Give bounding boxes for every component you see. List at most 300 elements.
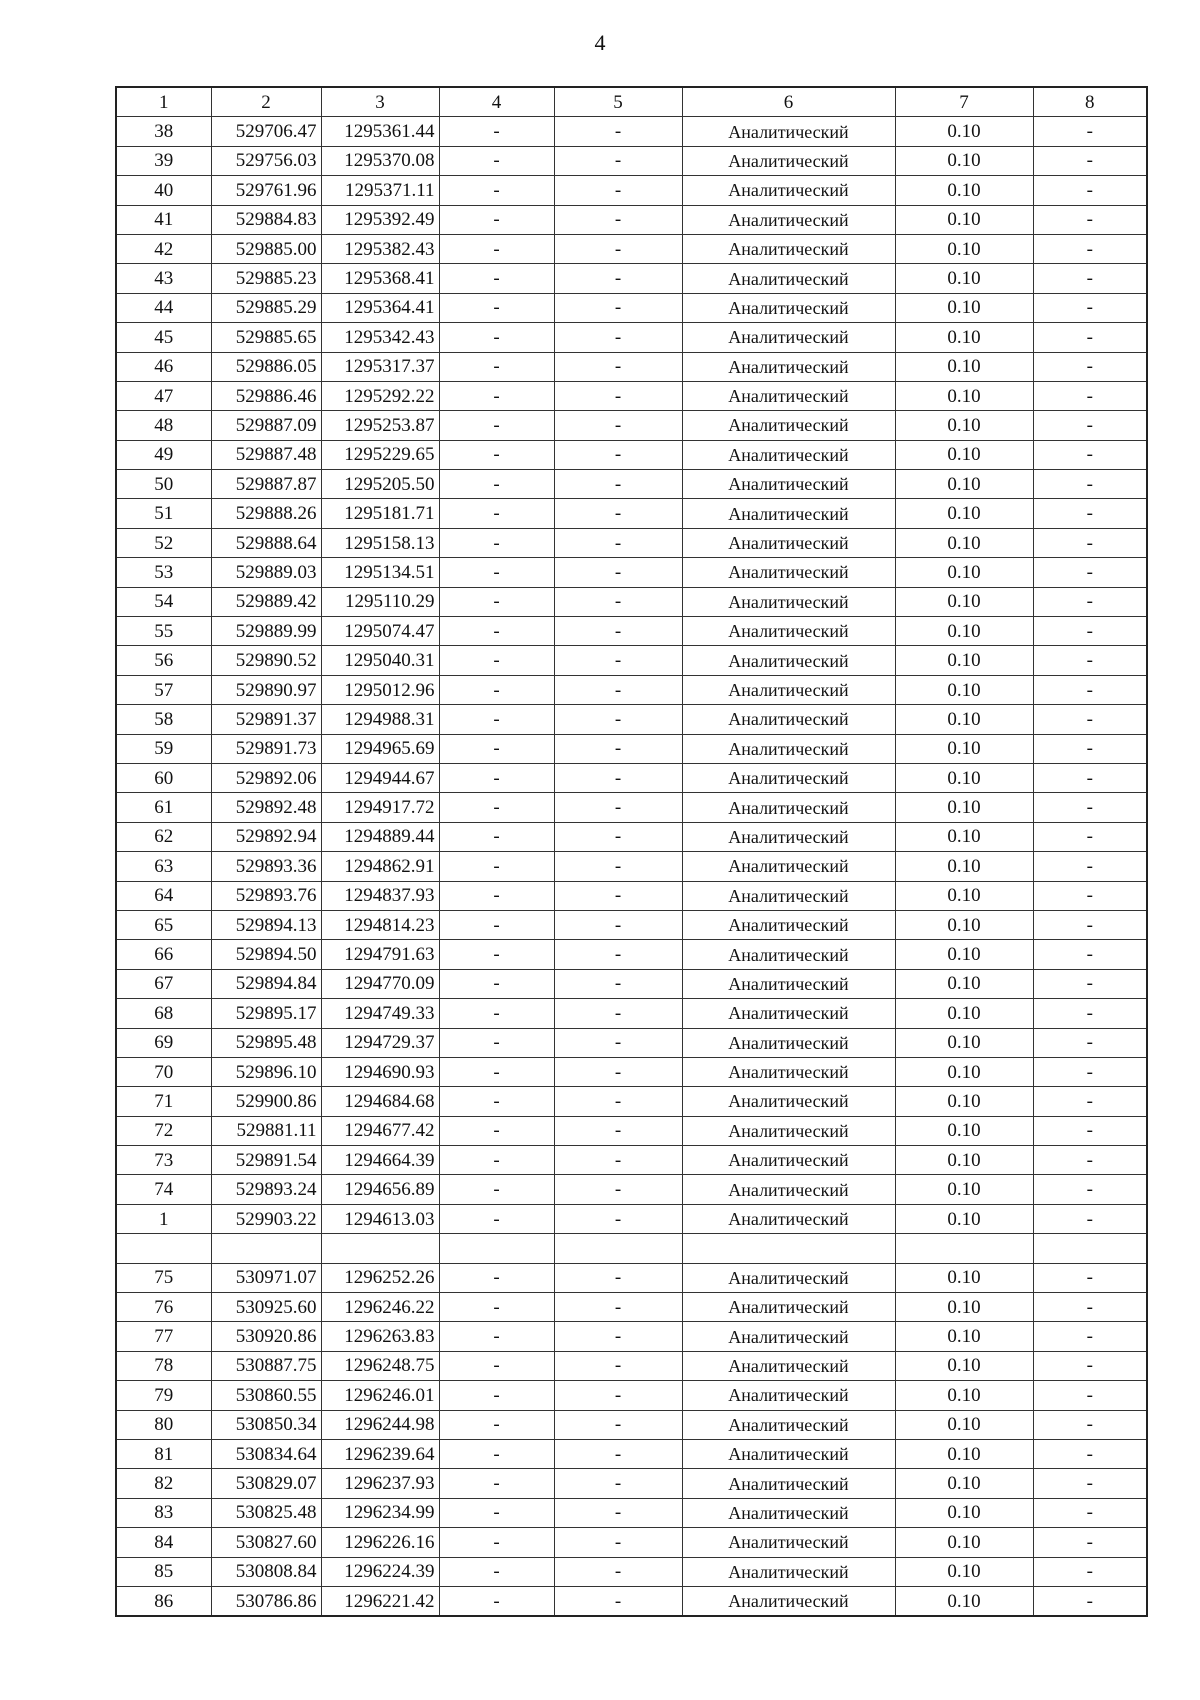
method-cell: Аналитический bbox=[682, 763, 895, 792]
y-coordinate-cell: 1296244.98 bbox=[321, 1410, 439, 1439]
x-coordinate-cell: 529893.24 bbox=[211, 1175, 321, 1204]
column-8-cell: - bbox=[1033, 969, 1147, 998]
table-row bbox=[116, 1057, 1147, 1086]
x-coordinate-cell: 529893.76 bbox=[211, 881, 321, 910]
y-coordinate-cell: 1295229.65 bbox=[321, 440, 439, 469]
y-coordinate-cell: 1294770.09 bbox=[321, 969, 439, 998]
y-coordinate-cell: 1294729.37 bbox=[321, 1028, 439, 1057]
y-coordinate-cell: 1296246.01 bbox=[321, 1381, 439, 1410]
table-row bbox=[116, 1146, 1147, 1175]
table-row bbox=[116, 675, 1147, 704]
x-coordinate-cell: 529885.00 bbox=[211, 234, 321, 263]
column-4-cell: - bbox=[439, 763, 554, 792]
accuracy-cell bbox=[895, 1234, 1033, 1263]
table-row bbox=[116, 910, 1147, 939]
table-row bbox=[116, 1322, 1147, 1351]
method-cell: Аналитический bbox=[682, 822, 895, 851]
column-8-cell: - bbox=[1033, 117, 1147, 146]
x-coordinate-cell: 529887.09 bbox=[211, 411, 321, 440]
point-number-cell: 42 bbox=[116, 234, 211, 263]
column-5-cell: - bbox=[554, 293, 682, 322]
table-row bbox=[116, 1293, 1147, 1322]
point-number-cell: 82 bbox=[116, 1469, 211, 1498]
accuracy-cell: 0.10 bbox=[895, 1293, 1033, 1322]
column-4-cell: - bbox=[439, 852, 554, 881]
point-number-cell: 59 bbox=[116, 734, 211, 763]
column-4-cell: - bbox=[439, 528, 554, 557]
point-number-cell: 38 bbox=[116, 117, 211, 146]
accuracy-cell: 0.10 bbox=[895, 1586, 1033, 1616]
x-coordinate-cell: 529888.26 bbox=[211, 499, 321, 528]
column-header-5: 5 bbox=[554, 87, 682, 117]
x-coordinate-cell: 529884.83 bbox=[211, 205, 321, 234]
table-row bbox=[116, 881, 1147, 910]
method-cell: Аналитический bbox=[682, 881, 895, 910]
column-5-cell: - bbox=[554, 734, 682, 763]
accuracy-cell: 0.10 bbox=[895, 323, 1033, 352]
accuracy-cell: 0.10 bbox=[895, 881, 1033, 910]
x-coordinate-cell: 530971.07 bbox=[211, 1263, 321, 1292]
point-number-cell: 79 bbox=[116, 1381, 211, 1410]
x-coordinate-cell: 529892.94 bbox=[211, 822, 321, 851]
column-8-cell: - bbox=[1033, 470, 1147, 499]
x-coordinate-cell bbox=[211, 1234, 321, 1263]
point-number-cell: 71 bbox=[116, 1087, 211, 1116]
point-number-cell: 56 bbox=[116, 646, 211, 675]
column-8-cell: - bbox=[1033, 881, 1147, 910]
column-4-cell: - bbox=[439, 264, 554, 293]
y-coordinate-cell: 1295074.47 bbox=[321, 617, 439, 646]
method-cell: Аналитический bbox=[682, 117, 895, 146]
table-row bbox=[116, 1439, 1147, 1468]
y-coordinate-cell: 1296239.64 bbox=[321, 1439, 439, 1468]
method-cell: Аналитический bbox=[682, 646, 895, 675]
x-coordinate-cell: 529887.48 bbox=[211, 440, 321, 469]
table-row bbox=[116, 1116, 1147, 1145]
column-8-cell: - bbox=[1033, 822, 1147, 851]
table-row bbox=[116, 440, 1147, 469]
point-number-cell: 49 bbox=[116, 440, 211, 469]
column-8-cell: - bbox=[1033, 1351, 1147, 1380]
column-8-cell: - bbox=[1033, 1028, 1147, 1057]
table-row bbox=[116, 734, 1147, 763]
method-cell: Аналитический bbox=[682, 675, 895, 704]
accuracy-cell: 0.10 bbox=[895, 587, 1033, 616]
x-coordinate-cell: 529885.23 bbox=[211, 264, 321, 293]
column-5-cell: - bbox=[554, 1498, 682, 1527]
column-8-cell: - bbox=[1033, 1322, 1147, 1351]
accuracy-cell: 0.10 bbox=[895, 793, 1033, 822]
column-8-cell: - bbox=[1033, 1293, 1147, 1322]
column-5-cell: - bbox=[554, 675, 682, 704]
y-coordinate-cell: 1295181.71 bbox=[321, 499, 439, 528]
accuracy-cell: 0.10 bbox=[895, 969, 1033, 998]
accuracy-cell: 0.10 bbox=[895, 1116, 1033, 1145]
table-spacer-row bbox=[116, 1234, 1147, 1263]
method-cell: Аналитический bbox=[682, 1469, 895, 1498]
column-8-cell: - bbox=[1033, 1410, 1147, 1439]
point-number-cell: 61 bbox=[116, 793, 211, 822]
column-5-cell: - bbox=[554, 352, 682, 381]
accuracy-cell: 0.10 bbox=[895, 146, 1033, 175]
x-coordinate-cell: 529891.37 bbox=[211, 705, 321, 734]
table-row bbox=[116, 1410, 1147, 1439]
table-row bbox=[116, 1469, 1147, 1498]
accuracy-cell: 0.10 bbox=[895, 1439, 1033, 1468]
point-number-cell: 1 bbox=[116, 1204, 211, 1233]
point-number-cell: 44 bbox=[116, 293, 211, 322]
method-cell: Аналитический bbox=[682, 1351, 895, 1380]
y-coordinate-cell: 1295370.08 bbox=[321, 146, 439, 175]
x-coordinate-cell: 529761.96 bbox=[211, 176, 321, 205]
column-5-cell: - bbox=[554, 470, 682, 499]
point-number-cell: 41 bbox=[116, 205, 211, 234]
point-number-cell: 80 bbox=[116, 1410, 211, 1439]
column-4-cell: - bbox=[439, 411, 554, 440]
column-4-cell: - bbox=[439, 969, 554, 998]
table-row bbox=[116, 793, 1147, 822]
y-coordinate-cell: 1295364.41 bbox=[321, 293, 439, 322]
point-number-cell: 68 bbox=[116, 999, 211, 1028]
point-number-cell: 70 bbox=[116, 1057, 211, 1086]
method-cell: Аналитический bbox=[682, 1057, 895, 1086]
accuracy-cell: 0.10 bbox=[895, 381, 1033, 410]
point-number-cell: 40 bbox=[116, 176, 211, 205]
table-row bbox=[116, 499, 1147, 528]
table-row bbox=[116, 323, 1147, 352]
column-8-cell: - bbox=[1033, 734, 1147, 763]
x-coordinate-cell: 529892.48 bbox=[211, 793, 321, 822]
column-8-cell: - bbox=[1033, 587, 1147, 616]
accuracy-cell: 0.10 bbox=[895, 617, 1033, 646]
accuracy-cell: 0.10 bbox=[895, 1381, 1033, 1410]
table-row bbox=[116, 1175, 1147, 1204]
table-row bbox=[116, 1204, 1147, 1233]
y-coordinate-cell: 1294749.33 bbox=[321, 999, 439, 1028]
column-8-cell: - bbox=[1033, 763, 1147, 792]
x-coordinate-cell: 529900.86 bbox=[211, 1087, 321, 1116]
y-coordinate-cell: 1295368.41 bbox=[321, 264, 439, 293]
column-5-cell: - bbox=[554, 881, 682, 910]
column-4-cell: - bbox=[439, 1175, 554, 1204]
x-coordinate-cell: 529895.17 bbox=[211, 999, 321, 1028]
column-4-cell: - bbox=[439, 1351, 554, 1380]
x-coordinate-cell: 529887.87 bbox=[211, 470, 321, 499]
point-number-cell: 81 bbox=[116, 1439, 211, 1468]
accuracy-cell: 0.10 bbox=[895, 1263, 1033, 1292]
x-coordinate-cell: 529886.46 bbox=[211, 381, 321, 410]
y-coordinate-cell: 1294791.63 bbox=[321, 940, 439, 969]
column-8-cell: - bbox=[1033, 1146, 1147, 1175]
column-5-cell: - bbox=[554, 1146, 682, 1175]
column-8-cell: - bbox=[1033, 323, 1147, 352]
column-4-cell: - bbox=[439, 734, 554, 763]
method-cell: Аналитический bbox=[682, 793, 895, 822]
y-coordinate-cell bbox=[321, 1234, 439, 1263]
point-number-cell: 74 bbox=[116, 1175, 211, 1204]
point-number-cell: 43 bbox=[116, 264, 211, 293]
y-coordinate-cell: 1295382.43 bbox=[321, 234, 439, 263]
y-coordinate-cell: 1295317.37 bbox=[321, 352, 439, 381]
point-number-cell: 78 bbox=[116, 1351, 211, 1380]
table-row bbox=[116, 763, 1147, 792]
y-coordinate-cell: 1295361.44 bbox=[321, 117, 439, 146]
x-coordinate-cell: 530786.86 bbox=[211, 1586, 321, 1616]
column-8-cell: - bbox=[1033, 852, 1147, 881]
column-5-cell: - bbox=[554, 381, 682, 410]
column-5-cell: - bbox=[554, 1410, 682, 1439]
accuracy-cell: 0.10 bbox=[895, 940, 1033, 969]
column-4-cell: - bbox=[439, 1586, 554, 1616]
column-8-cell: - bbox=[1033, 675, 1147, 704]
table-row bbox=[116, 940, 1147, 969]
column-5-cell: - bbox=[554, 1469, 682, 1498]
accuracy-cell: 0.10 bbox=[895, 558, 1033, 587]
table-row bbox=[116, 1557, 1147, 1586]
point-number-cell: 72 bbox=[116, 1116, 211, 1145]
accuracy-cell: 0.10 bbox=[895, 822, 1033, 851]
column-5-cell: - bbox=[554, 1586, 682, 1616]
y-coordinate-cell: 1296221.42 bbox=[321, 1586, 439, 1616]
table-row bbox=[116, 646, 1147, 675]
x-coordinate-cell: 529903.22 bbox=[211, 1204, 321, 1233]
x-coordinate-cell: 530925.60 bbox=[211, 1293, 321, 1322]
column-4-cell: - bbox=[439, 1322, 554, 1351]
column-8-cell: - bbox=[1033, 205, 1147, 234]
accuracy-cell: 0.10 bbox=[895, 734, 1033, 763]
accuracy-cell: 0.10 bbox=[895, 1410, 1033, 1439]
column-5-cell: - bbox=[554, 822, 682, 851]
method-cell: Аналитический bbox=[682, 1410, 895, 1439]
y-coordinate-cell: 1294917.72 bbox=[321, 793, 439, 822]
point-number-cell: 39 bbox=[116, 146, 211, 175]
column-8-cell: - bbox=[1033, 1498, 1147, 1527]
table-row bbox=[116, 381, 1147, 410]
table-row bbox=[116, 999, 1147, 1028]
column-4-cell: - bbox=[439, 940, 554, 969]
point-number-cell: 51 bbox=[116, 499, 211, 528]
column-4-cell: - bbox=[439, 910, 554, 939]
column-5-cell: - bbox=[554, 1263, 682, 1292]
table-row bbox=[116, 146, 1147, 175]
column-8-cell: - bbox=[1033, 528, 1147, 557]
y-coordinate-cell: 1294814.23 bbox=[321, 910, 439, 939]
accuracy-cell: 0.10 bbox=[895, 852, 1033, 881]
table-row bbox=[116, 293, 1147, 322]
x-coordinate-cell: 530887.75 bbox=[211, 1351, 321, 1380]
x-coordinate-cell: 529756.03 bbox=[211, 146, 321, 175]
x-coordinate-cell: 530850.34 bbox=[211, 1410, 321, 1439]
accuracy-cell: 0.10 bbox=[895, 352, 1033, 381]
column-5-cell: - bbox=[554, 1351, 682, 1380]
y-coordinate-cell: 1295253.87 bbox=[321, 411, 439, 440]
x-coordinate-cell: 530834.64 bbox=[211, 1439, 321, 1468]
table-row bbox=[116, 617, 1147, 646]
column-header-3: 3 bbox=[321, 87, 439, 117]
point-number-cell: 45 bbox=[116, 323, 211, 352]
accuracy-cell: 0.10 bbox=[895, 234, 1033, 263]
table-row bbox=[116, 205, 1147, 234]
column-8-cell: - bbox=[1033, 705, 1147, 734]
method-cell: Аналитический bbox=[682, 1087, 895, 1116]
table-row bbox=[116, 470, 1147, 499]
y-coordinate-cell: 1294656.89 bbox=[321, 1175, 439, 1204]
point-number-cell: 73 bbox=[116, 1146, 211, 1175]
point-number-cell: 57 bbox=[116, 675, 211, 704]
table-row bbox=[116, 1028, 1147, 1057]
column-5-cell: - bbox=[554, 1087, 682, 1116]
point-number-cell: 66 bbox=[116, 940, 211, 969]
y-coordinate-cell: 1294862.91 bbox=[321, 852, 439, 881]
column-8-cell: - bbox=[1033, 999, 1147, 1028]
column-8-cell: - bbox=[1033, 1263, 1147, 1292]
column-4-cell: - bbox=[439, 176, 554, 205]
column-4-cell: - bbox=[439, 646, 554, 675]
method-cell: Аналитический bbox=[682, 1586, 895, 1616]
point-number-cell: 55 bbox=[116, 617, 211, 646]
column-5-cell: - bbox=[554, 1293, 682, 1322]
column-4-cell: - bbox=[439, 1146, 554, 1175]
column-8-cell: - bbox=[1033, 381, 1147, 410]
y-coordinate-cell: 1294690.93 bbox=[321, 1057, 439, 1086]
method-cell: Аналитический bbox=[682, 734, 895, 763]
column-8-cell: - bbox=[1033, 1469, 1147, 1498]
y-coordinate-cell: 1294965.69 bbox=[321, 734, 439, 763]
x-coordinate-cell: 530827.60 bbox=[211, 1528, 321, 1557]
point-number-cell: 60 bbox=[116, 763, 211, 792]
point-number-cell: 84 bbox=[116, 1528, 211, 1557]
column-5-cell bbox=[554, 1234, 682, 1263]
method-cell: Аналитический bbox=[682, 234, 895, 263]
accuracy-cell: 0.10 bbox=[895, 1469, 1033, 1498]
column-5-cell: - bbox=[554, 999, 682, 1028]
table-row bbox=[116, 558, 1147, 587]
point-number-cell: 85 bbox=[116, 1557, 211, 1586]
column-8-cell: - bbox=[1033, 1087, 1147, 1116]
column-4-cell: - bbox=[439, 499, 554, 528]
table-header-row bbox=[116, 87, 1147, 117]
column-8-cell: - bbox=[1033, 411, 1147, 440]
x-coordinate-cell: 530825.48 bbox=[211, 1498, 321, 1527]
x-coordinate-cell: 529890.97 bbox=[211, 675, 321, 704]
column-5-cell: - bbox=[554, 234, 682, 263]
method-cell: Аналитический bbox=[682, 1439, 895, 1468]
table-row bbox=[116, 352, 1147, 381]
column-4-cell: - bbox=[439, 146, 554, 175]
point-number-cell: 83 bbox=[116, 1498, 211, 1527]
column-8-cell bbox=[1033, 1234, 1147, 1263]
method-cell: Аналитический bbox=[682, 852, 895, 881]
accuracy-cell: 0.10 bbox=[895, 1528, 1033, 1557]
x-coordinate-cell: 529894.84 bbox=[211, 969, 321, 998]
column-4-cell: - bbox=[439, 1057, 554, 1086]
column-4-cell: - bbox=[439, 881, 554, 910]
column-4-cell: - bbox=[439, 117, 554, 146]
point-number-cell: 47 bbox=[116, 381, 211, 410]
column-5-cell: - bbox=[554, 910, 682, 939]
accuracy-cell: 0.10 bbox=[895, 411, 1033, 440]
column-5-cell: - bbox=[554, 1057, 682, 1086]
column-5-cell: - bbox=[554, 617, 682, 646]
y-coordinate-cell: 1295392.49 bbox=[321, 205, 439, 234]
column-header-7: 7 bbox=[895, 87, 1033, 117]
table-row bbox=[116, 705, 1147, 734]
method-cell: Аналитический bbox=[682, 146, 895, 175]
y-coordinate-cell: 1294684.68 bbox=[321, 1087, 439, 1116]
column-8-cell: - bbox=[1033, 1439, 1147, 1468]
y-coordinate-cell: 1296234.99 bbox=[321, 1498, 439, 1527]
column-5-cell: - bbox=[554, 969, 682, 998]
accuracy-cell: 0.10 bbox=[895, 1498, 1033, 1527]
accuracy-cell: 0.10 bbox=[895, 1351, 1033, 1380]
column-8-cell: - bbox=[1033, 293, 1147, 322]
column-5-cell: - bbox=[554, 440, 682, 469]
x-coordinate-cell: 529896.10 bbox=[211, 1057, 321, 1086]
y-coordinate-cell: 1296237.93 bbox=[321, 1469, 439, 1498]
column-4-cell: - bbox=[439, 440, 554, 469]
y-coordinate-cell: 1294889.44 bbox=[321, 822, 439, 851]
column-4-cell: - bbox=[439, 1469, 554, 1498]
column-8-cell: - bbox=[1033, 793, 1147, 822]
column-5-cell: - bbox=[554, 1528, 682, 1557]
column-4-cell: - bbox=[439, 1087, 554, 1116]
y-coordinate-cell: 1295371.11 bbox=[321, 176, 439, 205]
column-4-cell: - bbox=[439, 675, 554, 704]
point-number-cell: 58 bbox=[116, 705, 211, 734]
column-5-cell: - bbox=[554, 940, 682, 969]
accuracy-cell: 0.10 bbox=[895, 1057, 1033, 1086]
column-8-cell: - bbox=[1033, 617, 1147, 646]
table-row bbox=[116, 587, 1147, 616]
column-5-cell: - bbox=[554, 558, 682, 587]
column-4-cell: - bbox=[439, 1557, 554, 1586]
point-number-cell: 48 bbox=[116, 411, 211, 440]
accuracy-cell: 0.10 bbox=[895, 264, 1033, 293]
column-4-cell: - bbox=[439, 205, 554, 234]
column-5-cell: - bbox=[554, 1204, 682, 1233]
column-4-cell: - bbox=[439, 293, 554, 322]
x-coordinate-cell: 529889.42 bbox=[211, 587, 321, 616]
accuracy-cell: 0.10 bbox=[895, 205, 1033, 234]
y-coordinate-cell: 1294664.39 bbox=[321, 1146, 439, 1175]
point-number-cell: 67 bbox=[116, 969, 211, 998]
y-coordinate-cell: 1296246.22 bbox=[321, 1293, 439, 1322]
column-header-8: 8 bbox=[1033, 87, 1147, 117]
method-cell: Аналитический bbox=[682, 440, 895, 469]
column-5-cell: - bbox=[554, 793, 682, 822]
table-row bbox=[116, 1381, 1147, 1410]
column-5-cell: - bbox=[554, 852, 682, 881]
x-coordinate-cell: 529891.54 bbox=[211, 1146, 321, 1175]
column-4-cell: - bbox=[439, 1263, 554, 1292]
column-8-cell: - bbox=[1033, 1175, 1147, 1204]
accuracy-cell: 0.10 bbox=[895, 1204, 1033, 1233]
y-coordinate-cell: 1294613.03 bbox=[321, 1204, 439, 1233]
method-cell: Аналитический bbox=[682, 910, 895, 939]
point-number-cell: 76 bbox=[116, 1293, 211, 1322]
point-number-cell bbox=[116, 1234, 211, 1263]
column-8-cell: - bbox=[1033, 1204, 1147, 1233]
method-cell: Аналитический bbox=[682, 528, 895, 557]
column-4-cell: - bbox=[439, 234, 554, 263]
accuracy-cell: 0.10 bbox=[895, 1028, 1033, 1057]
method-cell: Аналитический bbox=[682, 352, 895, 381]
x-coordinate-cell: 529885.65 bbox=[211, 323, 321, 352]
table-row bbox=[116, 1351, 1147, 1380]
column-4-cell: - bbox=[439, 793, 554, 822]
point-number-cell: 63 bbox=[116, 852, 211, 881]
column-5-cell: - bbox=[554, 1439, 682, 1468]
